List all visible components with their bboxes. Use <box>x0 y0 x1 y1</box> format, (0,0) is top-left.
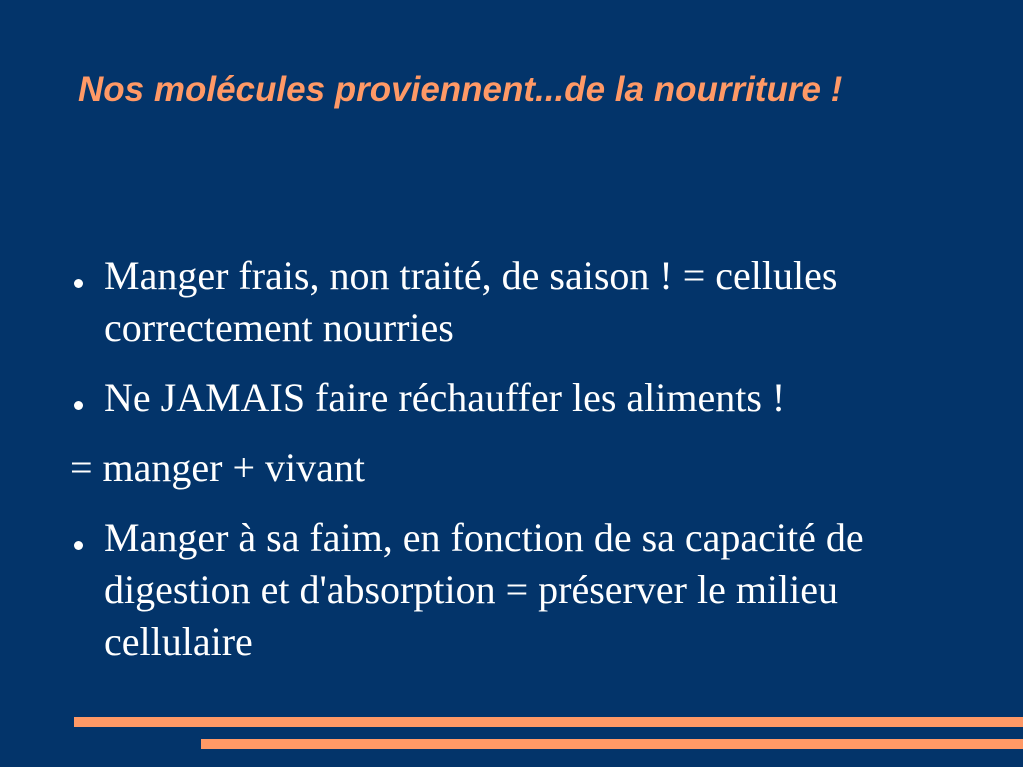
bullet-item <box>68 250 968 354</box>
plain-text: = manger + vivant <box>70 445 366 490</box>
bullet-item <box>68 512 968 668</box>
plain-line <box>68 442 968 494</box>
bullet-text: Manger frais, non traité, de saison ! = cellules correctement nourries <box>104 253 838 350</box>
accent-bar-bottom <box>201 739 1023 749</box>
bullet-dot-icon <box>68 512 104 564</box>
bullet-text: Ne JAMAIS faire réchauffer les aliments ! <box>104 375 786 420</box>
bullet-item <box>68 372 968 424</box>
slide-content <box>68 250 968 686</box>
bullet-dot-icon <box>68 372 104 424</box>
accent-bar-top <box>74 717 1023 727</box>
bullet-dot-icon <box>68 250 104 302</box>
slide-title: Nos molécules proviennent...de la nourriture ! <box>78 70 843 109</box>
bullet-text: Manger à sa faim, en fonction de sa capacité de digestion et d'absorption = préserver le milieu cellulaire <box>104 515 864 664</box>
